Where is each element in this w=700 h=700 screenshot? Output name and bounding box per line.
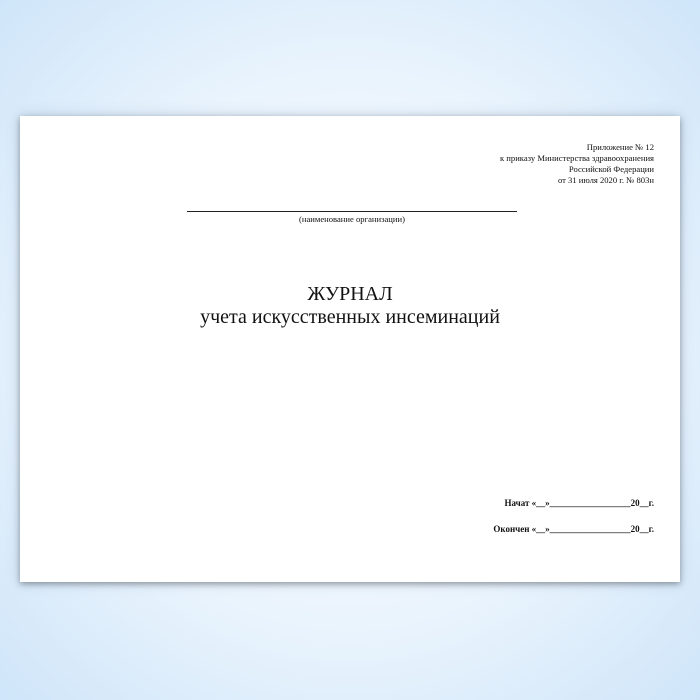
appendix-note	[500, 142, 654, 186]
journal-subtitle: учета искусственных инсеминаций	[200, 306, 500, 328]
organization-caption: (наименование организации)	[299, 214, 405, 224]
journal-dates	[493, 497, 654, 549]
appendix-line-2: к приказу Министерства здравоохранения	[499, 153, 654, 163]
journal-cover-page	[20, 116, 680, 582]
appendix-line-1: Приложение № 12	[586, 142, 654, 152]
journal-title: ЖУРНАЛ	[307, 283, 393, 305]
organization-name-line	[187, 211, 517, 212]
appendix-line-3: Российской Федерации	[568, 164, 654, 174]
end-date-field: Окончен «__»__________________20__г.	[493, 524, 654, 534]
start-date-field: Начат «__»__________________20__г.	[504, 498, 654, 508]
appendix-line-4: от 31 июля 2020 г. № 803н	[557, 175, 654, 185]
